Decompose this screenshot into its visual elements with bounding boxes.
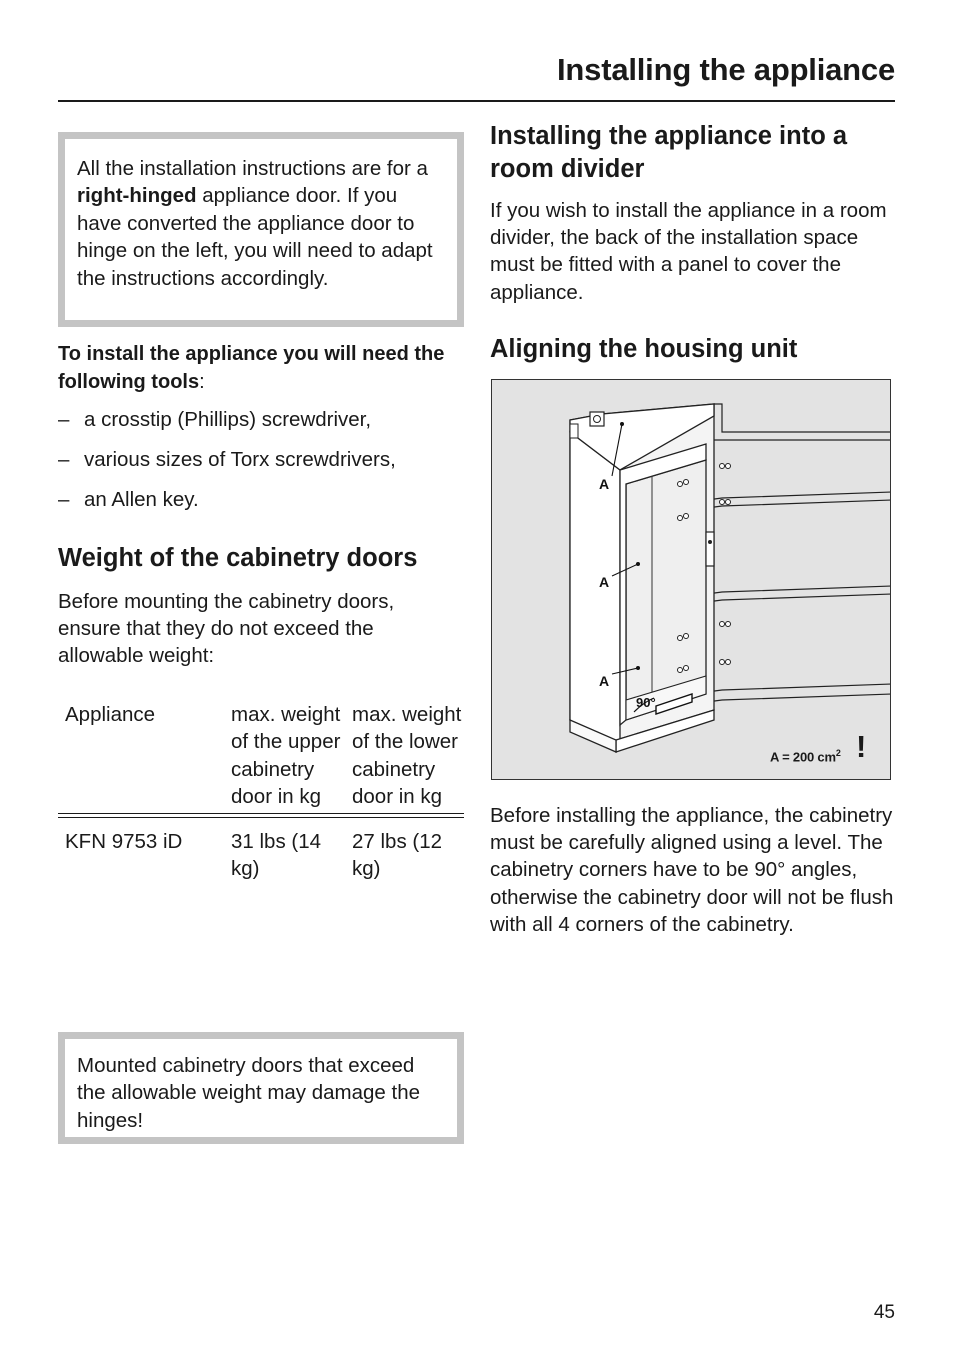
title-rule (58, 100, 895, 102)
angle-label: 90° (636, 695, 656, 710)
weight-warning-text: Mounted cabinetry doors that exceed the allowable weight may damage the hinges! (77, 1054, 421, 1132)
page-title: Installing the appliance (557, 52, 895, 87)
tools-heading: To install the appliance you will need the following tools: (58, 343, 445, 393)
warning-mark: ! (856, 729, 867, 764)
housing-unit-illustration (491, 379, 891, 780)
weight-heading: Weight of the cabinetry doors (58, 544, 418, 572)
table-cell: KFN 9753 iD (65, 829, 183, 853)
column-header: Appliance (65, 703, 156, 726)
table-cell: 27 lbs (12 kg) (352, 829, 443, 881)
hinge-note-text: All the installation instructions are for a right-hinged appliance door. If you have converted the appliance door to hinge on the left, you will need to adapt the instructions accordingly. (77, 157, 433, 290)
weight-table (58, 701, 464, 882)
weight-intro: Before mounting the cabinetry doors, ensure that they do not exceed the allowable weight: (58, 590, 395, 668)
column-header: max. weight of the lower cabinetry door in kg (352, 703, 462, 809)
marker-a-bottom: A (599, 673, 610, 689)
page-number: 45 (873, 1302, 895, 1323)
marker-a-middle: A (599, 574, 610, 590)
list-item: – an Allen key. (58, 488, 199, 511)
aligning-text: Before installing the appliance, the cabinetry must be carefully aligned using a level. The cabinetry corners have to be 90° angles, otherwise the cabinetry door will not be flush with all 4 corners of the cabinetry. (490, 804, 894, 936)
column-header: max. weight of the upper cabinetry door in kg (231, 703, 341, 809)
table-cell: 31 lbs (14 kg) (231, 829, 322, 881)
table-header-row (58, 701, 464, 813)
room-divider-text: If you wish to install the appliance in a room divider, the back of the installation space must be fitted with a panel to cover the appliance. (490, 199, 887, 304)
room-divider-heading: Installing the appliance into a room divider (490, 122, 848, 183)
table-row (58, 817, 464, 882)
ventilation-area-label: A = 200 $cm^2$ (770, 748, 841, 765)
tools-list (58, 406, 396, 526)
housing-unit-drawing (492, 380, 891, 780)
list-item: – a crosstip (Phillips) screwdriver, (58, 408, 372, 431)
marker-a-top: A (599, 476, 610, 492)
weight-warning-box (58, 1032, 464, 1144)
right-hinged-emphasis: right-hinged (77, 184, 197, 208)
list-item: – various sizes of Torx screwdrivers, (58, 448, 396, 471)
hinge-note-box (58, 132, 464, 327)
aligning-heading: Aligning the housing unit (490, 335, 798, 363)
